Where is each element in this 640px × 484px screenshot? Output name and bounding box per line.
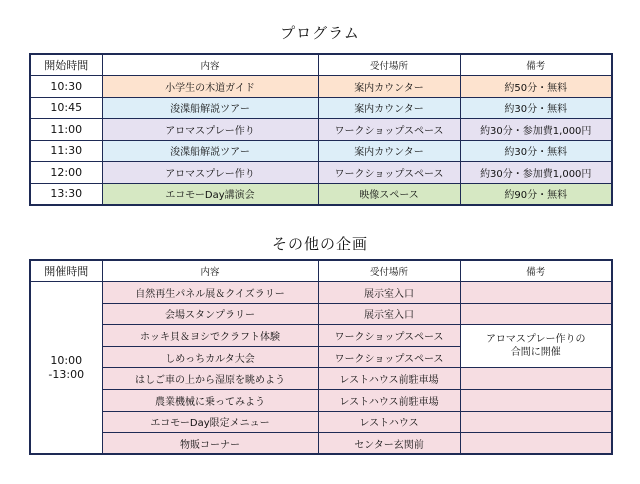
aroma-note bbox=[460, 325, 612, 368]
row-content: 自然再生パネル展＆クイズラリー bbox=[102, 282, 318, 304]
row-place: 案内カウンター bbox=[318, 76, 460, 98]
row-content: 物販コーナー bbox=[102, 433, 318, 455]
row-time: 13:30 bbox=[30, 183, 102, 205]
other-header-row bbox=[30, 260, 612, 282]
event-time-start: 10:00 bbox=[50, 353, 83, 367]
row-time: 11:00 bbox=[30, 119, 102, 141]
table-row bbox=[30, 140, 612, 162]
row-time: 11:30 bbox=[30, 140, 102, 162]
row-content: 小学生の木道ガイド bbox=[102, 76, 318, 98]
header-start-time: 開始時間 bbox=[30, 54, 102, 76]
row-place: 展示室入口 bbox=[318, 282, 460, 304]
row-content: はしご車の上から湿原を眺めよう bbox=[102, 368, 318, 390]
header-content: 内容 bbox=[102, 54, 318, 76]
program-header-row bbox=[30, 54, 612, 76]
aroma-note-line1: アロマスプレー作りの bbox=[485, 334, 586, 346]
header-content: 内容 bbox=[102, 260, 318, 282]
row-note: 約90分・無料 bbox=[460, 183, 612, 205]
row-content: 農業機械に乗ってみよう bbox=[102, 390, 318, 412]
event-time-end: -13:00 bbox=[48, 367, 85, 381]
header-note: 備考 bbox=[460, 260, 612, 282]
row-note-empty bbox=[460, 390, 612, 412]
row-place: 映像スペース bbox=[318, 183, 460, 205]
row-note-empty bbox=[460, 368, 612, 390]
row-content: エコモーDay講演会 bbox=[102, 183, 318, 205]
table-row bbox=[30, 411, 612, 433]
row-place: センター玄関前 bbox=[318, 433, 460, 455]
table-row bbox=[30, 368, 612, 390]
row-place: ワークショップスペース bbox=[318, 325, 460, 347]
table-row bbox=[30, 303, 612, 325]
row-note-empty bbox=[460, 282, 612, 304]
table-row bbox=[30, 325, 612, 347]
row-note: 約30分・無料 bbox=[460, 140, 612, 162]
row-time: 12:00 bbox=[30, 162, 102, 184]
row-content: アロマスプレー作り bbox=[102, 162, 318, 184]
table-row bbox=[30, 183, 612, 205]
row-place: ワークショップスペース bbox=[318, 346, 460, 368]
table-row bbox=[30, 119, 612, 141]
row-place: レストハウス前駐車場 bbox=[318, 390, 460, 412]
program-table bbox=[29, 53, 613, 206]
table-row bbox=[30, 282, 612, 304]
row-note: 約50分・無料 bbox=[460, 76, 612, 98]
event-time-range bbox=[30, 282, 102, 455]
row-place: ワークショップスペース bbox=[318, 119, 460, 141]
row-place: ワークショップスペース bbox=[318, 162, 460, 184]
row-content: しめっちカルタ大会 bbox=[102, 346, 318, 368]
header-event-time: 開催時間 bbox=[30, 260, 102, 282]
other-events-title: その他の企画 bbox=[271, 235, 368, 253]
row-place: レストハウス bbox=[318, 411, 460, 433]
row-content: 浚渫船解説ツアー bbox=[102, 97, 318, 119]
row-place: レストハウス前駐車場 bbox=[318, 368, 460, 390]
header-note: 備考 bbox=[460, 54, 612, 76]
row-content: 会場スタンプラリー bbox=[102, 303, 318, 325]
other-events-table bbox=[29, 259, 613, 455]
row-place: 展示室入口 bbox=[318, 303, 460, 325]
row-note-empty bbox=[460, 433, 612, 455]
row-note: 約30分・無料 bbox=[460, 97, 612, 119]
row-note-empty bbox=[460, 411, 612, 433]
aroma-note-line2: 合間に開催 bbox=[510, 347, 561, 359]
row-content: ホッキ貝＆ヨシでクラフト体験 bbox=[102, 325, 318, 347]
header-place: 受付場所 bbox=[318, 260, 460, 282]
header-place: 受付場所 bbox=[318, 54, 460, 76]
row-note: 約30分・参加費1,000円 bbox=[460, 162, 612, 184]
table-row bbox=[30, 433, 612, 455]
row-content: エコモーDay限定メニュー bbox=[102, 411, 318, 433]
row-content: 浚渫船解説ツアー bbox=[102, 140, 318, 162]
table-row bbox=[30, 162, 612, 184]
table-row bbox=[30, 390, 612, 412]
row-time: 10:30 bbox=[30, 76, 102, 98]
row-place: 案内カウンター bbox=[318, 97, 460, 119]
row-note-empty bbox=[460, 303, 612, 325]
program-title: プログラム bbox=[280, 24, 360, 42]
table-row bbox=[30, 97, 612, 119]
row-note: 約30分・参加費1,000円 bbox=[460, 119, 612, 141]
row-place: 案内カウンター bbox=[318, 140, 460, 162]
row-content: アロマスプレー作り bbox=[102, 119, 318, 141]
table-row bbox=[30, 76, 612, 98]
row-time: 10:45 bbox=[30, 97, 102, 119]
